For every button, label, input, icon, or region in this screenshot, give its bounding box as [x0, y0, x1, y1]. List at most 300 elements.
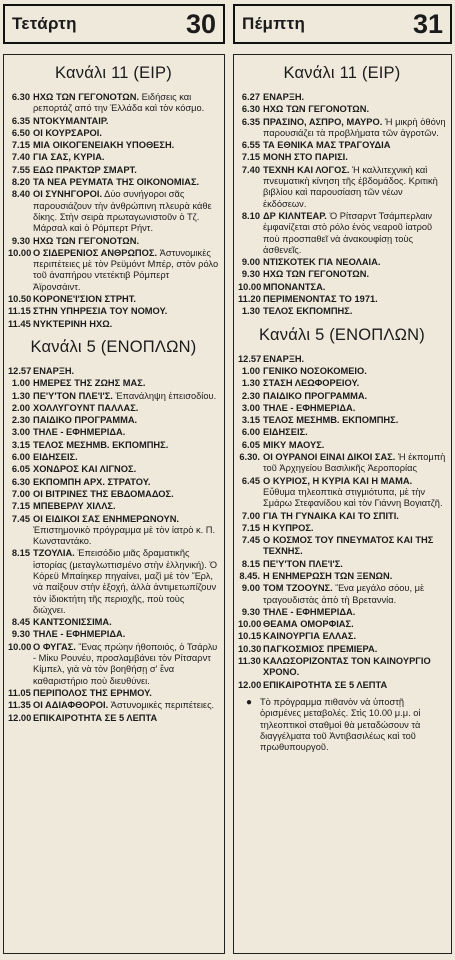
channel-11-list	[238, 92, 446, 318]
program-entry	[238, 117, 446, 140]
program-entry	[8, 189, 219, 234]
program-text	[263, 152, 446, 163]
program-title: Ο ΚΥΡΙΟΣ, Η ΚΥΡΙΑ ΚΑΙ Η ΜΑΜΑ.	[263, 475, 413, 486]
program-entry	[8, 128, 219, 139]
program-title: ΠΕΡΙΜΕΝΟΝΤΑΣ ΤΟ 1971.	[263, 294, 378, 305]
program-text	[263, 523, 446, 534]
program-entry	[238, 571, 446, 582]
day-header	[233, 4, 452, 44]
program-text	[263, 140, 446, 151]
program-text	[33, 366, 219, 377]
program-title: ΓΙΑ ΣΑΣ, ΚΥΡΙΑ.	[33, 152, 105, 163]
program-text	[33, 140, 219, 151]
program-time: 10.00	[238, 281, 262, 292]
program-entry	[238, 211, 446, 256]
program-title: ΕΙΔΗΣΕΙΣ.	[263, 427, 308, 438]
program-time: 9.30	[11, 235, 30, 246]
program-text	[33, 391, 219, 402]
program-text	[33, 629, 219, 640]
program-text	[33, 464, 219, 475]
program-title: ΚΑΛΩΣΟΡΙΖΟΝΤΑΣ ΤΟΝ ΚΑΙΝΟΥΡΓΙΟ ΧΡΟΝΟ.	[263, 656, 431, 678]
program-time: 7.40	[241, 164, 260, 175]
program-title: ΤΗΛΕ - ΕΦΗΜΕΡΙΔΑ.	[263, 402, 356, 413]
channel-5-title: Κανάλι 5 (ΕΝΟΠΛΩΝ)	[259, 325, 425, 344]
program-title: ΚΑΙΝΟΥΡΓΙΑ ΕΛΛΑΣ.	[263, 631, 357, 642]
program-title: ΠΑΙΔΙΚΟ ΠΡΟΓΡΑΜΜΑ.	[263, 390, 368, 401]
program-entry	[8, 477, 219, 488]
program-title: ΤΕΧΝΗ ΚΑΙ ΛΟΓΟΣ.	[263, 164, 350, 175]
program-time: 7.45	[11, 513, 30, 524]
program-text	[263, 427, 446, 438]
program-entry	[8, 617, 219, 628]
program-description: Ἕνα μεγάλο σόου, μὲ τραγουδιστὰς ἀπὸ τὴ Βρεταννία.	[263, 583, 425, 605]
program-time: 10.00	[8, 641, 32, 652]
program-title: ΗΧΩ ΤΩΝ ΓΕΓΟΝΟΤΩΝ.	[33, 235, 140, 246]
program-text	[263, 391, 446, 402]
wednesday-column	[3, 4, 225, 954]
program-title: ΤΖΟΥΛΙΑ.	[33, 548, 75, 559]
program-time: 8.45	[11, 617, 30, 628]
program-title: ΣΤΑΣΗ ΛΕΩΦΟΡΕΙΟΥ.	[263, 378, 360, 389]
program-entry	[238, 680, 446, 691]
program-title: ΝΤΟΚΥΜΑΝΤΑΙΡ.	[33, 115, 109, 126]
channel-11-list	[8, 92, 219, 330]
program-text	[263, 366, 446, 377]
program-text	[263, 476, 446, 510]
program-entry	[238, 366, 446, 377]
program-title: ΗΧΩ ΤΩΝ ΓΕΓΟΝΟΤΩΝ.	[263, 104, 370, 115]
program-text	[33, 294, 219, 305]
program-time: 10.00	[8, 247, 32, 258]
program-entry	[238, 535, 446, 558]
program-text	[33, 415, 219, 426]
program-text	[263, 631, 446, 642]
program-text	[33, 403, 219, 414]
program-entry	[8, 501, 219, 512]
program-title: ΠΕ'Υ'ΤΟΝ ΠΛΕ'Ι'Σ.	[33, 390, 113, 401]
program-time: 8.20	[11, 177, 30, 188]
program-entry	[238, 583, 446, 606]
program-entry	[8, 629, 219, 640]
program-entry	[8, 440, 219, 451]
program-text	[263, 403, 446, 414]
program-title: ΣΤΗΝ ΥΠΗΡΕΣΙΑ ΤΟΥ ΝΟΜΟΥ.	[33, 306, 168, 317]
program-entry	[8, 306, 219, 317]
program-entry	[238, 607, 446, 618]
day-name: Πέμπτη	[242, 14, 306, 33]
program-text	[33, 617, 219, 628]
program-time: 11.05	[8, 687, 31, 698]
program-entry	[238, 415, 446, 426]
program-text	[263, 644, 446, 655]
program-title: ΓΕΝΙΚΟ ΝΟΣΟΚΟΜΕΙΟ.	[263, 365, 367, 376]
program-time: 6.50	[11, 127, 30, 138]
program-text	[263, 257, 446, 268]
program-entry	[8, 464, 219, 475]
program-entry	[8, 177, 219, 188]
program-text	[263, 559, 446, 570]
program-time: 11.15	[8, 306, 31, 317]
program-text	[33, 116, 219, 127]
program-time: 12.57	[238, 353, 262, 364]
program-time: 6.00	[241, 427, 260, 438]
program-text	[263, 117, 446, 140]
program-title: Η ΕΝΗΜΕΡΩΣΗ ΤΩΝ ΞΕΝΩΝ.	[263, 570, 393, 581]
program-title: ΤΗΛΕ - ΕΦΗΜΕΡΙΔΑ.	[263, 606, 356, 617]
program-time: 6.05	[241, 439, 260, 450]
program-text	[33, 165, 219, 176]
program-entry	[8, 514, 219, 548]
program-entry	[8, 642, 219, 687]
program-entry	[8, 366, 219, 377]
program-text	[263, 378, 446, 389]
schedule-box	[3, 54, 225, 954]
program-title: ΗΜΕΡΕΣ ΤΗΣ ΖΩΗΣ ΜΑΣ.	[33, 378, 146, 389]
program-title: ΧΟΝΔΡΟΣ ΚΑΙ ΛΙΓΝΟΣ.	[33, 464, 137, 475]
program-text	[263, 583, 446, 606]
program-description: Ἡ ἐκπομπὴ τοῦ Ἀρχηγείου Βασιλικῆς Ἀεροπορίας	[263, 452, 446, 474]
program-text	[263, 415, 446, 426]
program-text	[263, 92, 446, 103]
program-time: 12.00	[238, 679, 262, 690]
program-title: ΤΗΛΕ - ΕΦΗΜΕΡΙΔΑ.	[33, 427, 126, 438]
program-text	[263, 656, 446, 679]
bullet-icon: ●	[245, 696, 253, 708]
program-text	[263, 306, 446, 317]
program-text	[33, 440, 219, 451]
program-text	[263, 452, 446, 475]
program-entry	[8, 713, 219, 724]
program-time: 7.55	[11, 164, 30, 175]
program-title: ΟΙ ΑΔΙΑΦΘΟΡΟΙ.	[33, 700, 109, 711]
program-entry	[238, 257, 446, 268]
program-entry	[238, 294, 446, 305]
program-time: 3.15	[11, 439, 30, 450]
program-entry	[238, 282, 446, 293]
program-title: ΠΕΡΙΠΟΛΟΣ ΤΗΣ ΕΡΗΜΟΥ.	[33, 687, 152, 698]
program-entry	[8, 140, 219, 151]
program-text	[263, 354, 446, 365]
program-title: ΚΟΡΟΝΕ'Ι'ΣΙΟΝ ΣΤΡΗΤ.	[33, 294, 136, 305]
program-text	[33, 688, 219, 699]
program-description: Ἐπεισόδιο μιᾶς δραματικῆς ἱστορίας (μεταγλωττισμένο στὴν ἑλληνική). Ὁ Κόρεϋ Μπαίηκερ πηγαίνει, μαζὶ μὲ τὸν Ἔρλ, νὰ παίξουν στὴν ἐξοχή, ἀλλὰ ἀντιμετωπίζουν τὸν ἰδιοκτήτη τῆς περιοχῆς, ποὺ τοὺς διώχνει.	[33, 548, 218, 615]
program-time: 6.05	[11, 464, 30, 475]
program-title: ΤΕΛΟΣ ΜΕΣΗΜΒ. ΕΚΠΟΜΠΗΣ.	[263, 415, 399, 426]
program-time: 6.35	[241, 116, 260, 127]
program-time: 2.30	[241, 390, 260, 401]
program-text	[263, 680, 446, 691]
program-entry	[238, 644, 446, 655]
program-time: 9.30	[241, 269, 260, 280]
program-time: 6.55	[241, 140, 260, 151]
program-time: 7.15	[11, 501, 30, 512]
program-text	[33, 177, 219, 188]
schedule-note	[238, 697, 446, 753]
program-title: ΕΝΑΡΞΗ.	[33, 365, 75, 376]
program-entry	[238, 92, 446, 103]
program-entry	[238, 354, 446, 365]
program-entry	[238, 476, 446, 510]
program-time: 7.45	[241, 535, 260, 546]
program-description: Ειδήσεις και ρεπορτάζ από την Ἑλλάδα καὶ τὸν κόσμο.	[33, 92, 205, 114]
program-entry	[8, 427, 219, 438]
program-time: 8.10	[241, 210, 260, 221]
program-entry	[8, 489, 219, 500]
program-time: 6.27	[241, 92, 260, 102]
program-title: ΤΗΛΕ - ΕΦΗΜΕΡΙΔΑ.	[33, 629, 126, 640]
program-time: 6.45	[241, 475, 260, 486]
program-entry	[238, 269, 446, 280]
program-entry	[238, 306, 446, 317]
program-title: ΜΠΕΒΕΡΛΥ ΧΙΛΛΣ.	[33, 501, 116, 512]
program-title: ΘΕΑΜΑ ΟΜΟΡΦΙΑΣ.	[263, 619, 354, 630]
program-title: ΝΤΙΣΚΟΤΕΚ ΓΙΑ ΝΕΟΛΑΙΑ.	[263, 257, 381, 268]
program-text	[263, 535, 446, 558]
program-title: ΚΑΝΤΣΟΝΙΣΣΙΜΑ.	[33, 617, 112, 628]
program-time: 1.30	[241, 306, 260, 317]
program-entry	[238, 152, 446, 163]
program-time: 9.00	[241, 257, 260, 268]
program-title: ΤΑ ΝΕΑ ΡΕΥΜΑΤΑ ΤΗΣ ΟΙΚΟΝΟΜΙΑΣ.	[33, 177, 200, 188]
program-entry	[8, 688, 219, 699]
program-description: Ἕνας πρώην ἠθοποιός, ὁ Τσάρλυ - Μίκυ Ρουνέυ, προσλαμβάνει τὸν Ρίτσαρντ Κίμπελ, γιὰ νὰ τὸν βοηθήσῃ σ' ἕνα καθαριστήριο ποὺ διευθύνει.	[33, 641, 218, 686]
program-title: ΕΠΙΚΑΙΡΟΤΗΤΑ ΣΕ 5 ΛΕΠΤΑ	[33, 712, 158, 723]
program-title: ΝΥΚΤΕΡΙΝΗ ΗΧΩ.	[33, 318, 113, 329]
program-entry	[8, 391, 219, 402]
program-entry	[238, 559, 446, 570]
program-text	[33, 378, 219, 389]
program-text	[33, 713, 219, 724]
program-time: 3.00	[241, 402, 260, 413]
program-text	[33, 427, 219, 438]
program-entry	[238, 427, 446, 438]
program-title: Η ΚΥΠΡΟΣ.	[263, 522, 314, 533]
program-time: 7.15	[241, 522, 260, 533]
program-entry	[238, 391, 446, 402]
program-entry	[8, 378, 219, 389]
program-time: 6.00	[11, 452, 30, 463]
program-time: 8.45.	[239, 570, 260, 581]
program-entry	[8, 319, 219, 330]
program-text	[33, 248, 219, 293]
program-text	[33, 452, 219, 463]
program-entry	[238, 631, 446, 642]
program-description: Εὔθυμα τηλεοπτικὰ στιγμιότυπα, μὲ τὴν Σμάρω Στεφανίδου καὶ τὸν Γιάννη Βογιατζῆ.	[263, 486, 443, 509]
program-title: ΤΕΛΟΣ ΕΚΠΟΜΠΗΣ.	[263, 306, 353, 317]
program-text	[33, 92, 219, 115]
program-time: 6.30.	[239, 452, 260, 463]
program-text	[33, 152, 219, 163]
program-time: 3.15	[241, 415, 260, 426]
program-time: 11.35	[8, 700, 31, 711]
program-title: ΠΕ'Υ'ΤΟΝ ΠΛΕ'Ι'Σ.	[263, 558, 343, 569]
schedule-box	[233, 54, 452, 954]
program-time: 11.45	[8, 318, 31, 329]
program-entry	[8, 92, 219, 115]
program-description: Ἀστυνομικὲς περιπέτειες.	[110, 700, 215, 711]
program-time: 9.30	[11, 629, 30, 640]
program-title: ΤΕΛΟΣ ΜΕΣΗΜΒ. ΕΚΠΟΜΠΗΣ.	[33, 439, 169, 450]
day-number: 30	[185, 8, 216, 39]
program-title: ΠΑΓΚΟΣΜΙΟΣ ΠΡΕΜΙΕΡΑ.	[263, 643, 378, 654]
program-entry	[8, 248, 219, 293]
program-text	[33, 700, 219, 711]
channel-5-list	[8, 366, 219, 724]
program-time: 9.00	[241, 583, 260, 594]
program-time: 9.30	[241, 606, 260, 617]
program-text	[263, 440, 446, 451]
program-entry	[8, 152, 219, 163]
program-entry	[238, 452, 446, 475]
program-entry	[238, 523, 446, 534]
program-entry	[8, 165, 219, 176]
program-text	[33, 319, 219, 330]
program-time: 11.30	[238, 656, 261, 667]
program-title: ΧΟΛΛΥΓΟΥΝΤ ΠΑΛΛΑΣ.	[33, 402, 139, 413]
program-text	[33, 189, 219, 234]
program-title: ΕΝΑΡΞΗ.	[263, 92, 305, 102]
program-entry	[238, 378, 446, 389]
program-text	[33, 306, 219, 317]
program-title: Ο ΣΙΔΕΡΕΝΙΟΣ ΑΝΘΡΩΠΟΣ.	[33, 247, 158, 258]
program-time: 1.30	[241, 378, 260, 389]
program-title: ΤΑ ΕΘΝΙΚΑ ΜΑΣ ΤΡΑΓΟΥΔΙΑ	[263, 140, 391, 151]
program-title: ΟΙ ΒΙΤΡΙΝΕΣ ΤΗΣ ΕΒΔΟΜΑΔΟΣ.	[33, 488, 174, 499]
program-time: 10.00	[238, 619, 262, 630]
program-time: 7.15	[11, 140, 30, 151]
program-text	[263, 165, 446, 210]
program-text	[263, 571, 446, 582]
program-text	[263, 282, 446, 293]
program-time: 8.15	[11, 548, 30, 559]
program-title: ΟΙ ΕΙΔΙΚΟΙ ΣΑΣ ΕΝΗΜΕΡΩΝΟΥΝ.	[33, 513, 179, 524]
program-time: 10.30	[238, 643, 262, 654]
program-description: Ἐπιστημονικὸ πρόγραμμα μὲ τὸν ἰατρὸ κ. Π. Κωνσταντάκο.	[33, 524, 216, 547]
program-description: Ἡ μικρὴ ὀθόνη παρουσιάζει τὰ προβλήματα τῶν ἀγροτῶν.	[263, 116, 446, 138]
program-text	[33, 642, 219, 687]
program-time: 1.30	[11, 390, 30, 401]
program-entry	[238, 511, 446, 522]
program-entry	[238, 619, 446, 630]
program-text	[33, 236, 219, 247]
program-time: 11.20	[238, 294, 261, 305]
day-name: Τετάρτη	[12, 14, 77, 33]
program-title: ΜΙΑ ΟΙΚΟΓΕΝΕΙΑΚΗ ΥΠΟΘΕΣΗ.	[33, 140, 175, 151]
program-title: ΟΙ ΚΟΥΡΣΑΡΟΙ.	[33, 127, 102, 138]
program-entry	[8, 415, 219, 426]
program-title: ΕΠΙΚΑΙΡΟΤΗΤΑ ΣΕ 5 ΛΕΠΤΑ	[263, 679, 388, 690]
program-entry	[238, 403, 446, 414]
program-entry	[238, 165, 446, 210]
program-entry	[8, 700, 219, 711]
program-time: 7.15	[241, 152, 260, 163]
program-time: 6.30	[11, 92, 30, 102]
program-text	[33, 548, 219, 616]
program-title: ΔΡ ΚΙΛΝΤΕΑΡ.	[263, 210, 327, 221]
program-text	[263, 511, 446, 522]
program-description: Ἐπανάληψη ἐπεισοδίου.	[115, 390, 217, 401]
program-entry	[8, 452, 219, 463]
program-time: 7.00	[11, 488, 30, 499]
program-title: ΕΚΠΟΜΠΗ ΑΡΧ. ΣΤΡΑΤΟΥ.	[33, 476, 151, 487]
program-time: 2.30	[11, 415, 30, 426]
channel-11-title: Κανάλι 11 (ΕΙΡ)	[55, 64, 172, 82]
thursday-column	[233, 4, 452, 954]
program-entry	[8, 236, 219, 247]
program-entry	[8, 403, 219, 414]
program-text	[263, 619, 446, 630]
program-time: 6.35	[11, 115, 30, 126]
program-time: 3.00	[11, 427, 30, 438]
program-time: 8.15	[241, 558, 260, 569]
program-time: 6.30	[11, 476, 30, 487]
program-entry	[238, 440, 446, 451]
program-title: ΠΡΑΣΙΝΟ, ΑΣΠΡΟ, ΜΑΥΡΟ.	[263, 116, 383, 127]
program-text	[33, 501, 219, 512]
program-text	[33, 489, 219, 500]
day-number: 31	[412, 8, 443, 39]
program-title: ΕΙΔΗΣΕΙΣ.	[33, 452, 78, 463]
program-description: Ἡ καλλιτεχνικὴ καὶ πνευματικὴ κίνηση τῆς ἑβδομάδος. Κριτικὴ βιβλίου καὶ παρουσίαση τῶν νέων ἐκδόσεων.	[263, 164, 438, 209]
program-text	[33, 477, 219, 488]
program-entry	[8, 294, 219, 305]
channel-5-list	[238, 354, 446, 691]
program-text	[33, 128, 219, 139]
program-title: Ο ΚΟΣΜΟΣ ΤΟΥ ΠΝΕΥΜΑΤΟΣ ΚΑΙ ΤΗΣ ΤΕΧΝΗΣ.	[263, 535, 434, 557]
program-title: ΟΙ ΣΥΝΗΓΟΡΟΙ.	[33, 189, 103, 200]
program-time: 10.15	[238, 631, 262, 642]
program-description: Δύο συνήγοροι σᾶς παρουσιάζουν τὴν ἀνθρώπινη πλευρὰ κάθε δίκης. Στὴν σειρὰ πρωταγωνιστοῦν ὁ Τζ. Μάρσαλ καὶ ὁ Ρόμπερτ Ρήντ.	[33, 189, 212, 234]
program-time: 2.00	[11, 402, 30, 413]
program-time: 10.50	[8, 294, 32, 305]
program-title: ΕΔΩ ΠΡΑΚΤΩΡ ΣΜΑΡΤ.	[33, 164, 137, 175]
program-title: ΜΟΝΗ ΣΤΟ ΠΑΡΙΣΙ.	[263, 152, 348, 163]
program-entry	[8, 548, 219, 616]
program-title: ΠΑΙΔΙΚΟ ΠΡΟΓΡΑΜΜΑ.	[33, 415, 138, 426]
program-time: 6.30	[241, 104, 260, 115]
program-time: 12.57	[8, 365, 32, 376]
program-title: ΜΠΟΝΑΝΤΣΑ.	[263, 281, 326, 292]
program-time: 7.00	[241, 510, 260, 521]
program-time: 1.00	[241, 365, 260, 376]
program-entry	[238, 656, 446, 679]
program-title: ΟΙ ΟΥΡΑΝΟΙ ΕΙΝΑΙ ΔΙΚΟΙ ΣΑΣ.	[263, 452, 396, 463]
program-text	[263, 294, 446, 305]
program-title: ΜΙΚΥ ΜΑΟΥΣ.	[263, 439, 325, 450]
program-title: ΗΧΩ ΤΩΝ ΓΕΓΟΝΟΤΩΝ.	[33, 92, 140, 102]
program-description: Ἀστυνομικὲς περιπέτειες μὲ τὸν Ρεϋμόντ Μπέρ, στὸν ρόλο τοῦ ἀναπήρου ντετέκτιβ Ρόμπερτ Ἀϊρονσάιντ.	[33, 247, 219, 292]
program-text	[263, 211, 446, 256]
program-entry	[8, 116, 219, 127]
channel-5-title: Κανάλι 5 (ΕΝΟΠΛΩΝ)	[30, 337, 197, 356]
note-text: Τὸ πρόγραμμα πιθανὸν νὰ ὑποστῇ ὁρισμένες μεταβολές. Στὶς 10.00 μ.μ. οἱ τηλεοπτικοὶ σταθμοὶ θὰ μεταδώσουν τὰ διαγγέλματα τοῦ Ἀντιβασιλέως καὶ τοῦ πρωθυπουργοῦ.	[260, 696, 421, 753]
day-header	[3, 4, 225, 44]
program-time: 1.00	[11, 378, 30, 389]
program-description: Ὁ Ρίτσαρντ Τσάμπερλαιν ἐμφανίζεται στὸ ρόλο ἑνὸς νεαροῦ ἰατροῦ ποὺ προσπαθεῖ νὰ ἀνακουφίσῃ τοὺς ἀσθενεῖς.	[263, 210, 433, 255]
program-entry	[238, 104, 446, 115]
program-title: ΓΙΑ ΤΗ ΓΥΝΑΙΚΑ ΚΑΙ ΤΟ ΣΠΙΤΙ.	[263, 510, 399, 521]
program-title: ΗΧΩ ΤΩΝ ΓΕΓΟΝΟΤΩΝ.	[263, 269, 370, 280]
program-text	[263, 607, 446, 618]
program-title: ΕΝΑΡΞΗ.	[263, 353, 305, 364]
channel-11-title: Κανάλι 11 (ΕΙΡ)	[283, 64, 401, 82]
program-title: ΤΟΜ ΤΖΟΟΥΝΣ.	[263, 583, 333, 594]
program-title: Ο ΦΥΓΑΣ.	[33, 641, 76, 652]
program-time: 8.40	[11, 189, 30, 200]
program-text	[33, 514, 219, 548]
program-entry	[238, 140, 446, 151]
program-time: 12.00	[8, 712, 32, 723]
